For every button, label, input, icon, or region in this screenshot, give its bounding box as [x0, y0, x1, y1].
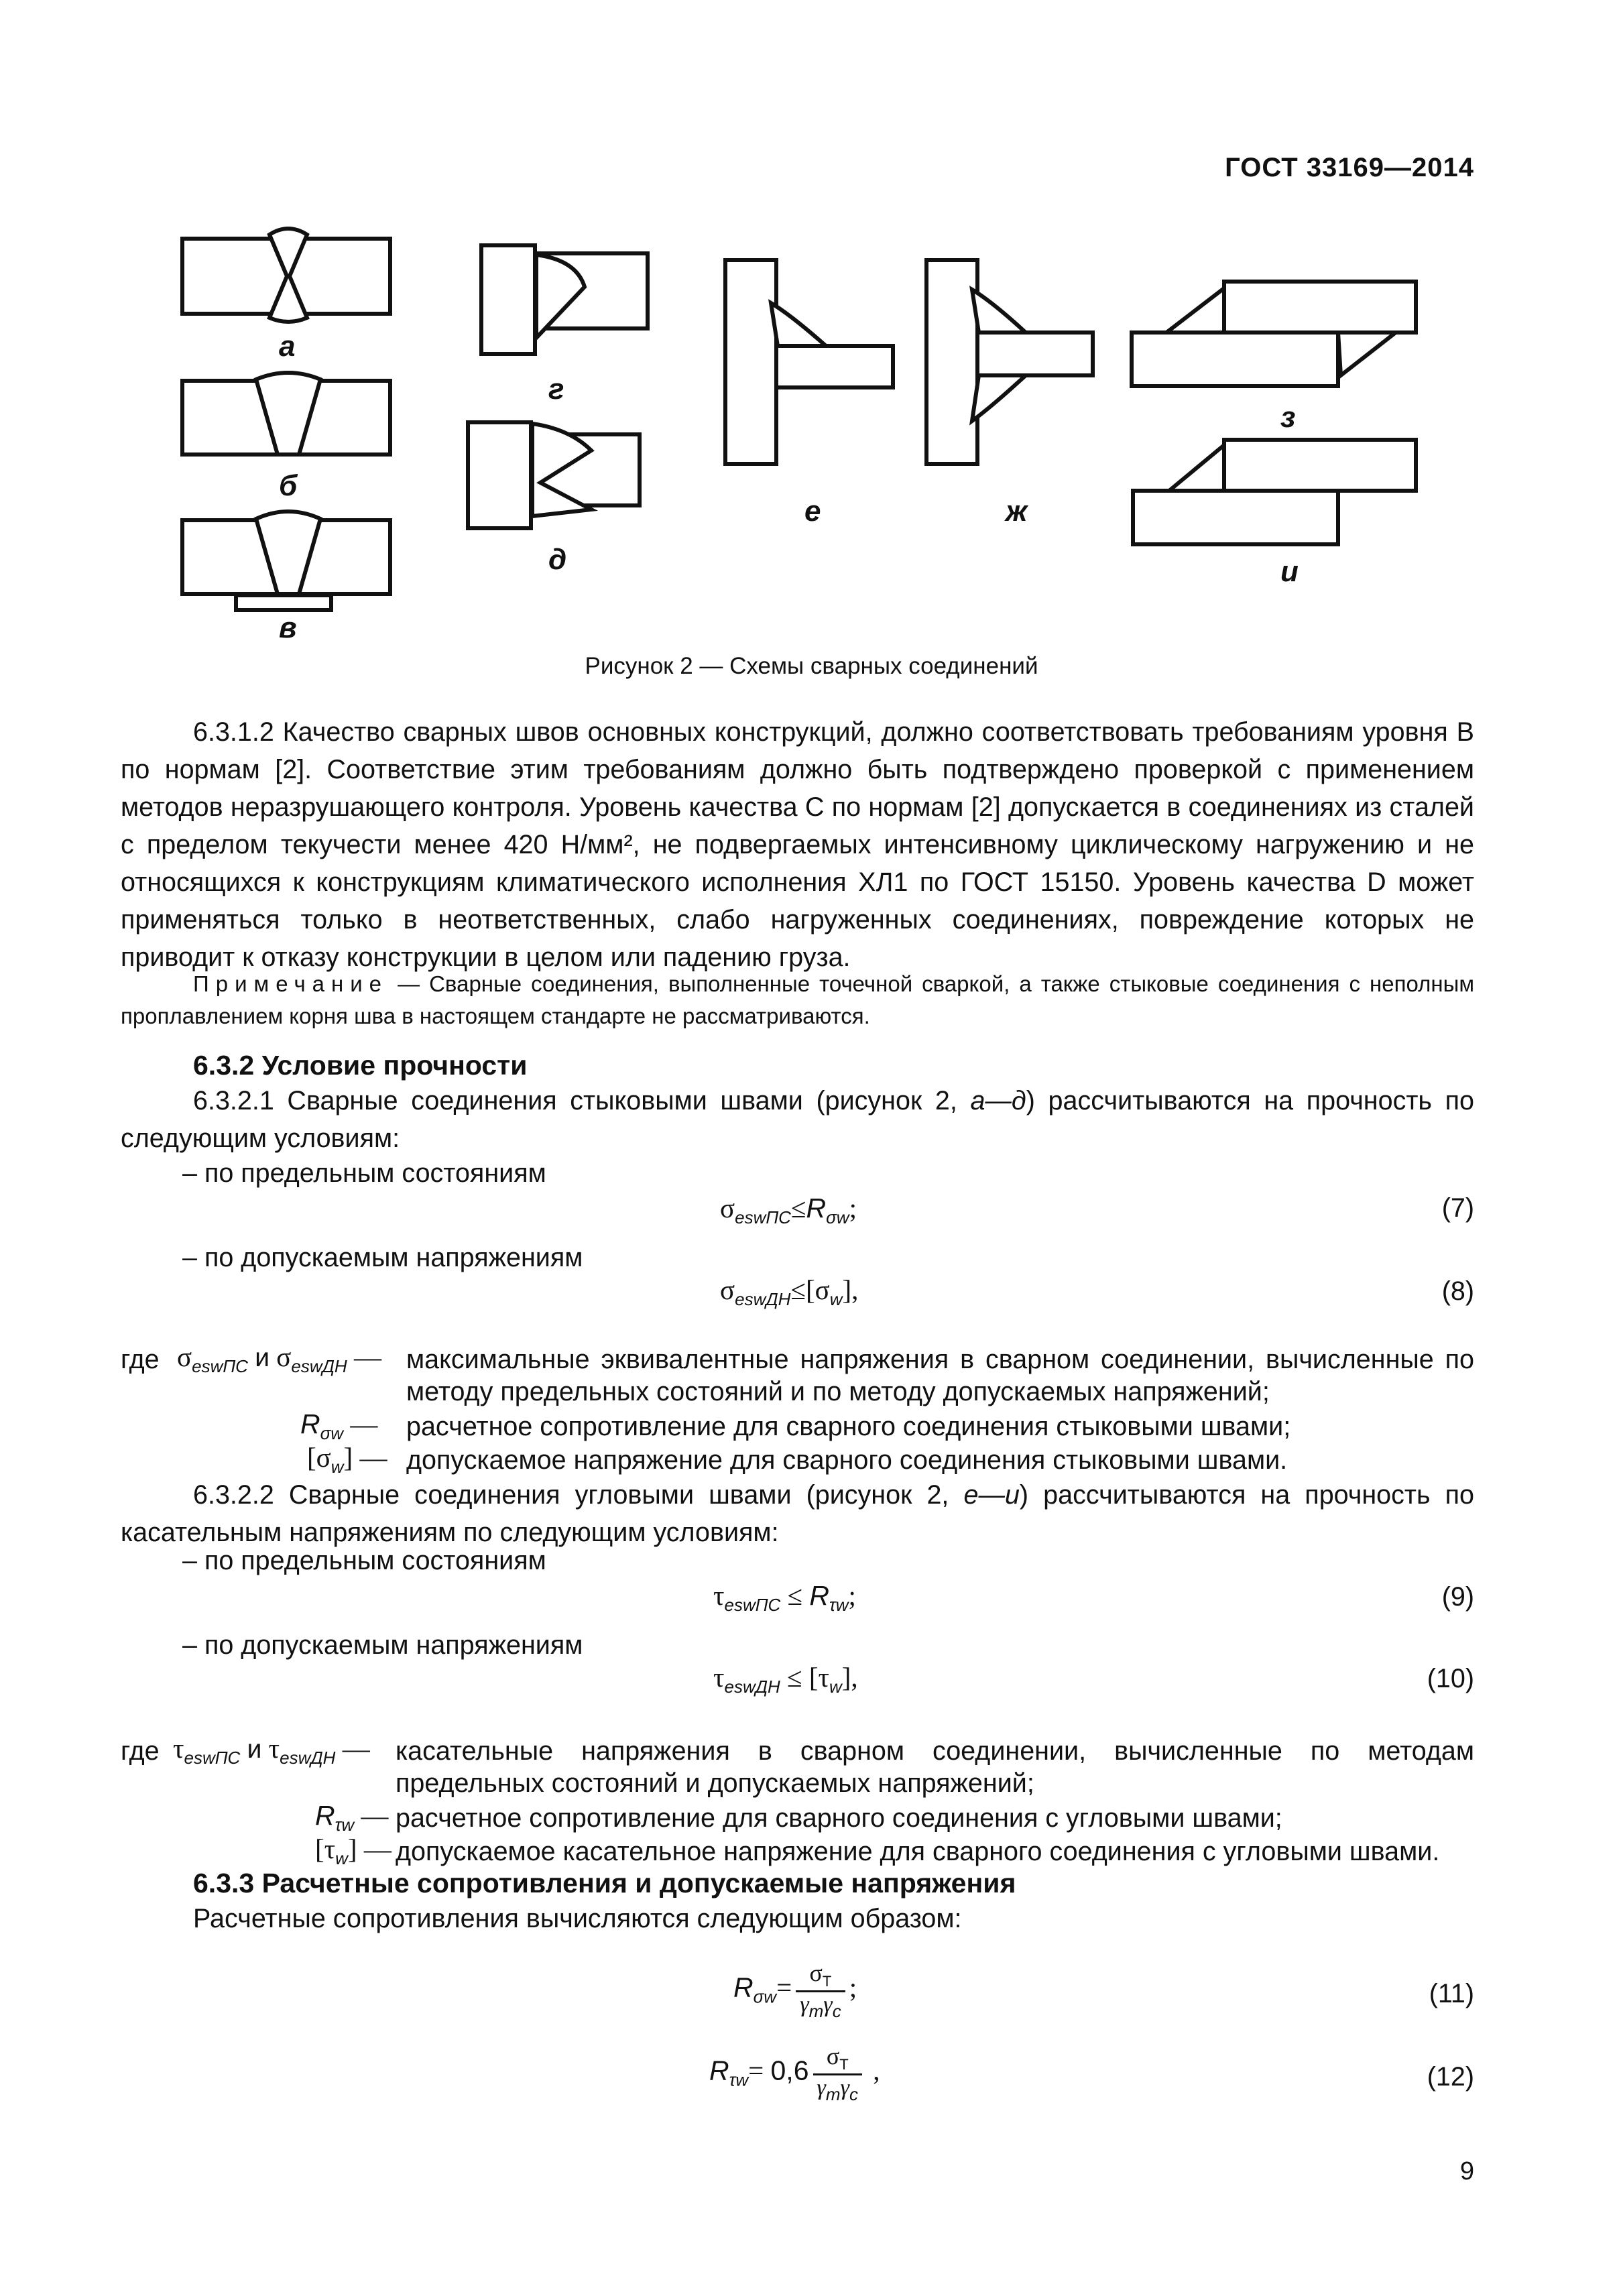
- def-desc-allow-sigma: допускаемое напряжение для сварного соединения стыковыми швами.: [406, 1445, 1288, 1475]
- equation-8-number: (8): [1441, 1276, 1474, 1306]
- note-label: Примечание: [193, 971, 389, 996]
- document-number: ГОСТ 33169—2014: [1225, 153, 1474, 182]
- weld-joint-schemes-figure: [0, 0, 1623, 670]
- def-desc-r-tau: расчетное сопротивление для сварного соединения с угловыми швами;: [396, 1803, 1282, 1833]
- def-term-tau: $\tau_{eswПС}$ и $\tau_{eswДН}$ —: [173, 1733, 370, 1768]
- def-term-sigma: $\sigma_{eswПС}$ и $\sigma_{eswДН}$ —: [177, 1341, 381, 1377]
- list-item-allowable-1: – по допускаемым напряжениям: [182, 1243, 583, 1272]
- figure-label-b: б: [279, 469, 298, 502]
- paragraph-6-3-2-2: 6.3.2.2 Сварные соединения угловыми швами (рисунок 2, е—и) рассчитываются на прочность по касательным напряжениям по следующим условиям:: [121, 1480, 1474, 1547]
- def-desc-allow-tau: допускаемое касательное напряжение для сварного соединения с угловыми швами.: [396, 1837, 1440, 1866]
- joint-i-diagram: [1133, 440, 1416, 544]
- figure-label-e: е: [804, 495, 821, 528]
- list-item-limit-states-2: – по предельным состояниям: [182, 1546, 546, 1575]
- figure-label-zh: ж: [1006, 495, 1028, 528]
- def-term-allow-sigma: $[\sigma_w]$ —: [307, 1442, 387, 1477]
- joint-g-diagram: [481, 245, 648, 354]
- joint-a-diagram: [182, 229, 390, 322]
- def-desc-r-sigma: расчетное сопротивление для сварного соединения стыковыми швами;: [406, 1412, 1291, 1441]
- joint-v-diagram: [182, 511, 390, 610]
- where-label-1: где: [121, 1345, 160, 1374]
- def-desc-sigma: максимальные эквивалентные напряжения в сварном соединении, вычисленные по методу предельных состояний и по методу допускаемых напряжений;: [406, 1345, 1474, 1406]
- equation-11-number: (11): [1429, 1979, 1474, 2008]
- joint-d-diagram: [468, 422, 640, 528]
- def-term-r-tau: $R_{\tau w}$ —: [315, 1800, 389, 1835]
- equation-7-number: (7): [1441, 1193, 1474, 1223]
- equation-12-number: (12): [1427, 2062, 1474, 2092]
- equation-12: $R_{\tau w}= 0,6$ $\frac{\sigma_T}{\gamma_m\gamma_c}$ ,: [709, 2043, 880, 2104]
- section-6-3-3-intro: Расчетные сопротивления вычисляются следующим образом:: [193, 1904, 962, 1933]
- list-item-allowable-2: – по допускаемым напряжениям: [182, 1630, 583, 1660]
- where-label-2: где: [121, 1736, 160, 1766]
- paragraph-6-3-2-1: 6.3.2.1 Сварные соединения стыковыми швами (рисунок 2, а—д) рассчитываются на прочность по следующим условиям:: [121, 1086, 1474, 1153]
- joint-z-diagram: [1132, 282, 1416, 386]
- joint-e-diagram: [725, 260, 893, 464]
- def-desc-tau: касательные напряжения в сварном соединении, вычисленные по методам предельных состояний и допускаемых напряжений;: [396, 1736, 1474, 1798]
- equation-9: $\tau_{eswПС} \le R_{\tau w}$;: [713, 1580, 856, 1616]
- figure-label-a: а: [279, 330, 296, 363]
- figure-label-g: г: [548, 373, 564, 406]
- def-term-allow-tau: $[\tau_w]$ —: [315, 1833, 392, 1869]
- equation-9-number: (9): [1441, 1582, 1474, 1612]
- equation-10: $\tau_{eswДН} \le [\tau_w]$,: [713, 1662, 858, 1697]
- note: [121, 968, 1474, 1032]
- equation-10-number: (10): [1427, 1664, 1474, 1693]
- figure-label-v: в: [279, 611, 297, 644]
- section-6-3-3-heading: 6.3.3 Расчетные сопротивления и допускаемые напряжения: [193, 1868, 1016, 1898]
- figure-label-d: д: [548, 543, 567, 576]
- paragraph-6-3-1-2: 6.3.1.2 Качество сварных швов основных конструкций, должно соответствовать требованиям уровня В по нормам [2]. Соответствие этим требованиям должно быть подтверждено проверкой с применением методов неразрушающего контроля. Уровень качества С по нормам [2] допускается в соединениях из сталей с пределом текучести менее 420 Н/мм², не подвергаемых интенсивному циклическому нагружению и не относящихся к конструкциям климатического исполнения ХЛ1 по ГОСТ 15150. Уровень качества D может применяться только в неответственных, слабо нагруженных соединениях, повреждение которых не приводит к отказу конструкции в целом или падению груза.: [121, 717, 1474, 972]
- note-text: — Сварные соединения, выполненные точечной сваркой, а также стыковые соединения с неполным проплавлением корня шва в настоящем стандарте не рассматриваются.: [121, 971, 1475, 1028]
- figure-label-i: и: [1280, 555, 1299, 588]
- section-6-3-2-heading: 6.3.2 Условие прочности: [193, 1050, 528, 1081]
- equation-7: $\sigma_{eswПС}\le R_{\sigma w}$;: [720, 1193, 857, 1228]
- figure-caption: Рисунок 2 — Схемы сварных соединений: [585, 653, 1038, 679]
- list-item-limit-states-1: – по предельным состояниям: [182, 1158, 546, 1188]
- def-term-r-sigma: $R_{\sigma w}$ —: [300, 1408, 378, 1444]
- equation-11: $R_{\sigma w}=$ $\frac{\sigma_T}{\gamma_m\gamma_c}$ ;: [733, 1959, 857, 2021]
- joint-b-diagram: [182, 373, 390, 455]
- page-number: 9: [1459, 2157, 1474, 2185]
- joint-zh-diagram: [926, 260, 1093, 464]
- equation-8: $\sigma_{eswДН}\le[\sigma_w]$,: [720, 1274, 859, 1310]
- figure-label-z: з: [1280, 401, 1296, 434]
